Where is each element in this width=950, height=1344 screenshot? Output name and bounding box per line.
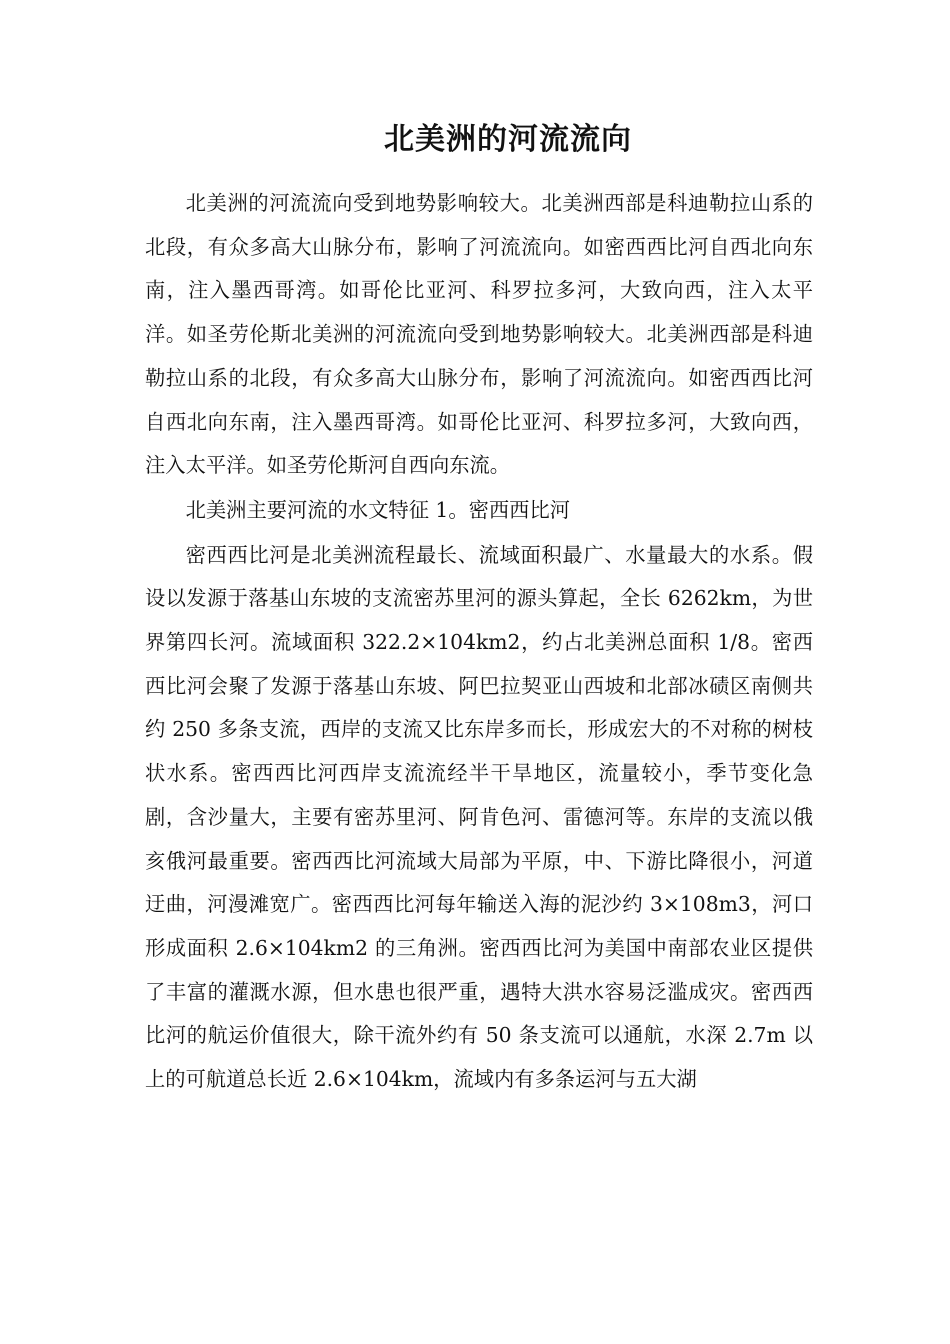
paragraph-river-direction: 北美洲的河流流向受到地势影响较大。北美洲西部是科迪勒拉山系的北段，有众多高大山脉分布，影响了河流流向。如密西西比河自西北向东南，注入墨西哥湾。如哥伦比亚河、科罗拉多河，大致向西，注入太平洋。如圣劳伦斯北美洲的河流流向受到地势影响较大。北美洲西部是科迪勒拉山系的北段，有众多高大山脉分布，影响了河流流向。如密西西比河自西北向东南，注入墨西哥湾。如哥伦比亚河、科罗拉多河，大致向西，注入太平洋。如圣劳伦斯河自西向东流。 [145, 191, 813, 478]
document-title: 北美洲的河流流向 [384, 122, 632, 157]
paragraph-mississippi: 密西西比河是北美洲流程最长、流域面积最广、水量最大的水系。假设以发源于落基山东坡的支流密苏里河的源头算起，全长 6262km，为世界第四长河。流域面积 322.2×104km2，约占北美洲总面积 1/8。密西西比河会聚了发源于落基山东坡、阿巴拉契亚山西坡和北部冰碛区南侧共约 250 多条支流，西岸的支流又比东岸多而长，形成宏大的不对称的树枝状水系。密西西比河西岸支流流经半干旱地区，流量较小，季节变化急剧，含沙量大，主要有密苏里河、阿肯色河、雷德河等。东岸的支流以俄亥俄河最重要。密西西比河流域大局部为平原，中、下游比降很小，河道迂曲，河漫滩宽广。密西西比河每年输送入海的泥沙约 3×108m3，河口形成面积 2.6×104km2 的三角洲。密西西比河为美国中南部农业区提供了丰富的灌溉水源，但水患也很严重，遇特大洪水容易泛滥成灾。密西西比河的航运价值很大，除干流外约有 50 条支流可以通航，水深 2.7m 以上的可航道总长近 2.6×104km，流域内有多条运河与五大湖 [145, 542, 813, 1092]
paragraph-section-heading: 北美洲主要河流的水文特征 1。密西西比河 [185, 497, 571, 522]
document-body [145, 182, 813, 1102]
